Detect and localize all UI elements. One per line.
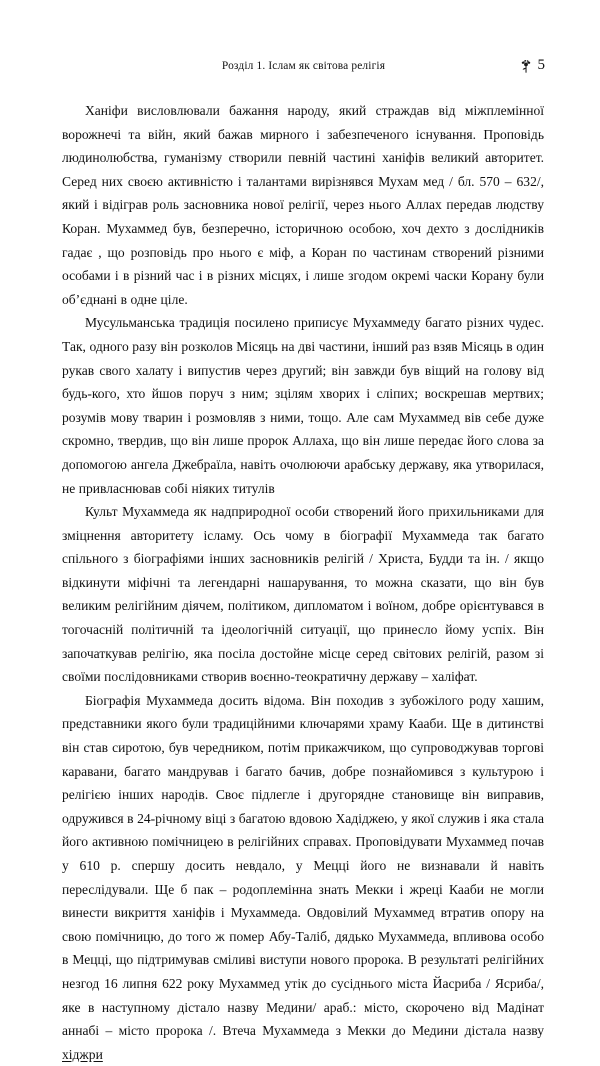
header-page-marker: [519, 57, 546, 74]
paragraph-final: [62, 689, 544, 1066]
paragraph: Мусульманська традиція посилено приписує Мухаммеду багато різних чудес. Так, одного разу він розколов Місяць на дві частини, інший раз взяв Місяць в один рукав свого халату і випустив через другий; він завжди був віщий на голову від будь-кого, хто йшов поруч з ним; зцілям хворих і сліпих; воскрешав мертвих; розумів мову тварин і розмовляв з ними, тощо. Але сам Мухаммед вів себе дуже скромно, твердив, що він лише пророк Аллаха, що він лише передає його слова за допомогою ангела Джебраїла, навіть очолюючи арабську державу, яка утворилася, не привласнював собі ніяких титулів: [62, 315, 544, 496]
paragraph: Культ Мухаммеда як надприродної особи створений його прихильниками для зміцнення авторитету ісламу. Ось чому в біографії Мухаммеда так багато спільного з біографіями інших засновників релігій / Христа, Будди та ін. / якщо відкинути міфічні та легендарні нашарування, то можна сказати, що він був великим релігійним діячем, політиком, дипломатом і воїном, добре орієнтувався в тогочасній політичній та ідеологічній ситуації, що принесло йому успіх. Він започаткував релігію, яка посіла достойне місце серед світових релігій, разом зі своїми послідовниками створив воєнно-теократичну державу – халіфат.: [62, 504, 544, 685]
hijra-term: хіджри: [62, 1046, 103, 1062]
running-header: [62, 57, 545, 82]
page-number: 5: [537, 57, 545, 73]
paragraph: Ханіфи висловлювали бажання народу, який страждав від міжплемінної ворожнечі та війн, який бажав мирного і забезпеченого існування. Проповідь людинолюбства, гуманізму створили певній частині ханіфів великий авторитет. Серед них своєю активністю і талантами вирізнявся Мухам мед / бл. 570 – 632/, який і відіграв роль засновника нової релігії, через нього Аллах передав людству Коран. Мухаммед був, безперечно, історичною особою, хоч дехто з дослідників гадає , що розповідь про нього є міф, а Коран по частинам створений різними особами і в різний час і в різних місцях, і лише згодом окремі часки Корану були об’єднані в одне ціле.: [62, 103, 544, 307]
flower-ornament-icon: [519, 59, 533, 75]
paragraph-final-text: Біографія Мухаммеда досить відома. Він походив з зубожілого роду хашим, представники якого були традиційними ключарями храму Кааби. Ще в дитинстві він став сиротою, був чередником, потім прикажчиком, що супроводжував торгові каравани, багато мандрував і багато бачив, добре познайомився з культурою і релігією інших народів. Своє підлегле і другорядне становище він виправив, одружився в 24-річному віці з багатою вдовою Хадіджею, у якої служив і яка стала його активною помічницею в релігійних справах. Проповідувати Мухаммед почав у 610 р. спершу досить невдало, у Мецці його не визнавали й навіть переслідували. Ще б пак – родоплемінна знать Мекки і жреці Кааби не могли винести викриття ханіфів і Мухаммеда. Овдовілий Мухаммед втратив опору на свою помічницю, до того ж помер Абу-Таліб, дядько Мухаммеда, впливова особо в Мецці, що підтримував сміливі виступи нового пророка. В результаті релігійних незгод 16 липня 622 року Мухаммед утік до сусіднього міста Йасриба / Ясриба/, яке в наступному дістало назву Медини/ араб.: місто, скорочено від Мадінат аннабі – місто пророка /. Втеча Мухаммеда з Мекки до Медини дістала назву: [62, 692, 544, 1039]
page-title: Розділ 1. Іслам як світова релігія: [221, 60, 386, 72]
body-text: [62, 99, 544, 1066]
